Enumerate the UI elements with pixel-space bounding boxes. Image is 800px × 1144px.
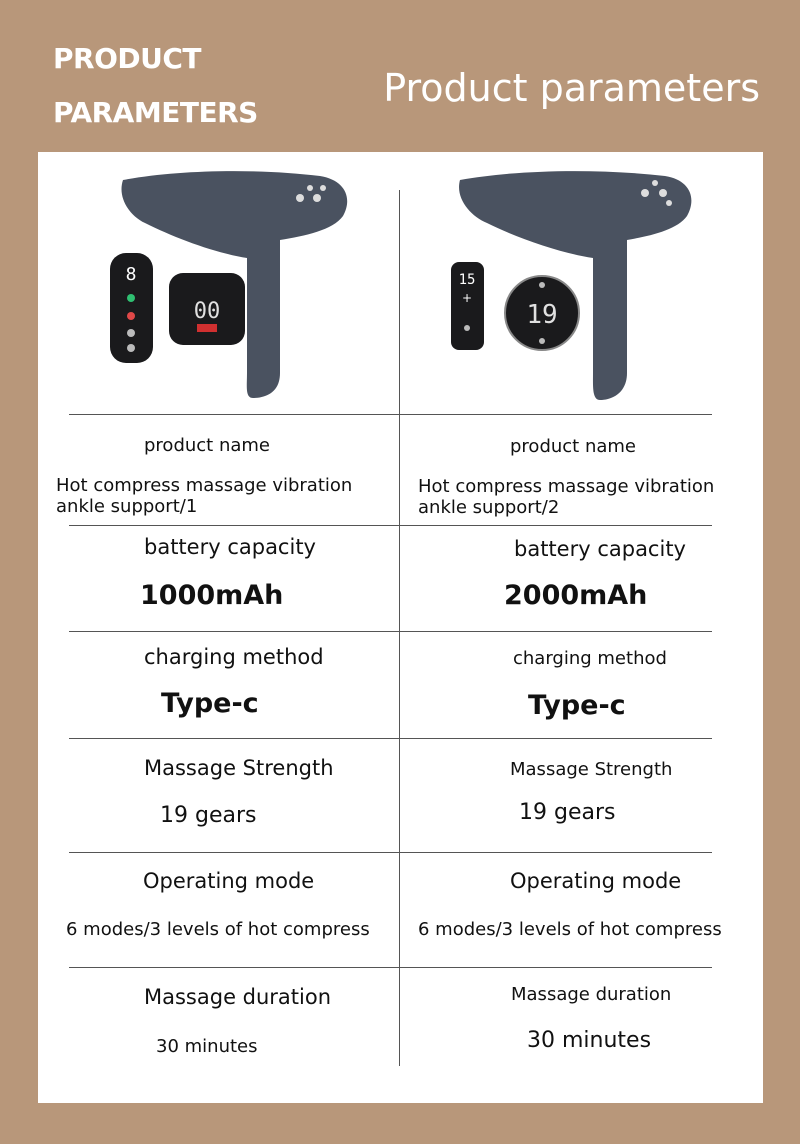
row-divider: [69, 525, 712, 526]
svg-text:15: 15: [458, 272, 476, 288]
mode-label: Operating mode: [143, 869, 315, 893]
header-left-line1: PRODUCT: [53, 42, 202, 75]
product-name-line2: ankle support/2: [418, 497, 560, 518]
strength-label: Massage Strength: [510, 759, 673, 780]
row-divider: [69, 852, 712, 853]
product-name-label: product name: [510, 436, 636, 457]
product-name-line1: Hot compress massage vibration: [56, 475, 353, 496]
header-left-title: [53, 32, 313, 140]
svg-text:00: 00: [193, 299, 221, 324]
charging-label: charging method: [513, 648, 667, 669]
duration-value: 30 minutes: [156, 1036, 258, 1057]
row-divider: [69, 738, 712, 739]
battery-value: 1000mAh: [140, 580, 284, 611]
duration-label: Massage duration: [511, 984, 672, 1005]
row-divider: [69, 631, 712, 632]
row-divider: [69, 414, 712, 415]
battery-value: 2000mAh: [504, 580, 648, 611]
header-right-title: Product parameters: [383, 66, 760, 110]
charging-value: Type-c: [161, 688, 259, 719]
product-name-value: [56, 475, 386, 517]
charging-value: Type-c: [528, 690, 626, 721]
strength-value: 19 gears: [160, 803, 257, 828]
strength-value: 19 gears: [519, 800, 616, 825]
header-left-line2: PARAMETERS: [53, 96, 258, 129]
product-name-line2: ankle support/1: [56, 496, 198, 517]
svg-text:19: 19: [526, 300, 558, 330]
svg-text:8: 8: [125, 264, 137, 285]
duration-value: 30 minutes: [527, 1028, 652, 1053]
battery-label: battery capacity: [514, 537, 686, 561]
product-name-line1: Hot compress massage vibration: [418, 476, 715, 497]
row-divider: [69, 967, 712, 968]
mode-value: 6 modes/3 levels of hot compress: [418, 919, 722, 940]
battery-label: battery capacity: [144, 535, 316, 559]
svg-text:+: +: [461, 291, 473, 305]
charging-label: charging method: [144, 645, 324, 669]
strength-label: Massage Strength: [144, 756, 334, 780]
product-name-label: product name: [144, 435, 270, 456]
product-image-1: [105, 168, 365, 403]
mode-label: Operating mode: [510, 869, 682, 893]
product-name-value: [418, 476, 748, 518]
duration-label: Massage duration: [144, 985, 332, 1009]
mode-value: 6 modes/3 levels of hot compress: [66, 919, 370, 940]
column-divider: [399, 190, 400, 1066]
product-image-2: [445, 168, 710, 403]
